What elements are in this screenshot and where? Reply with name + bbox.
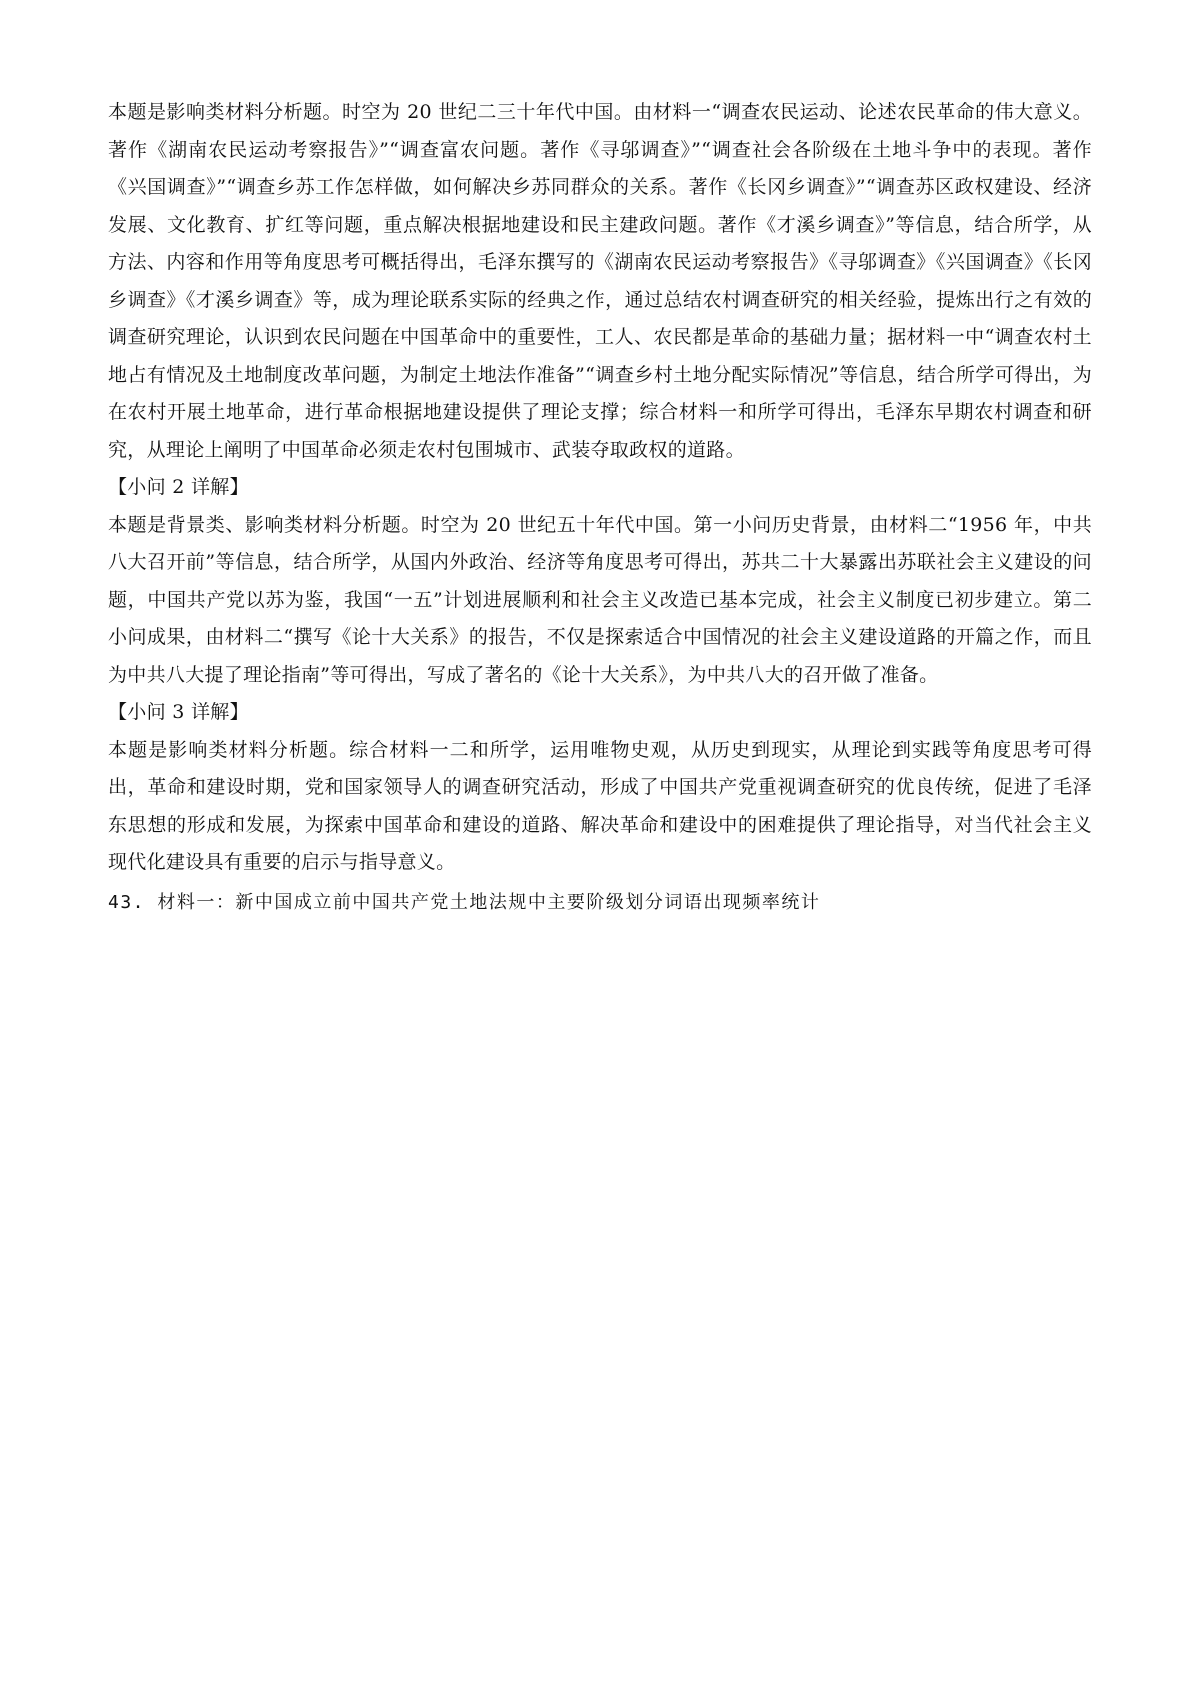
answer-paragraph-3: 本题是影响类材料分析题。综合材料一二和所学，运用唯物史观，从历史到现实，从理论到实践等角度思考可得出，革命和建设时期，党和国家领导人的调查研究活动，形成了中国共产党重视调查研究的优良传统，促进了毛泽东思想的形成和发展，为探索中国革命和建设的道路、解决革命和建设中的困难提供了理论指导，对当代社会主义现代化建设具有重要的启示与指导意义。 <box>108 738 1092 873</box>
answer-paragraph-1: 本题是影响类材料分析题。时空为 20 世纪二三十年代中国。由材料一“调查农民运动、论述农民革命的伟大意义。著作《湖南农民运动考察报告》”“调查富农问题。著作《寻邬调查》”“调查社会各阶级在土地斗争中的表现。著作《兴国调查》”“调查乡苏工作怎样做，如何解决乡苏同群众的关系。著作《长冈乡调查》”“调查苏区政权建设、经济发展、文化教育、扩红等问题，重点解决根据地建设和民主建政问题。著作《才溪乡调查》”等信息，结合所学，从方法、内容和作用等角度思考可概括得出，毛泽东撰写的《湖南农民运动考察报告》《寻邬调查》《兴国调查》《长冈乡调查》《才溪乡调查》等，成为理论联系实际的经典之作，通过总结农村调查研究的相关经验，提炼出行之有效的调查研究理论，认识到农民问题在中国革命中的重要性，工人、农民都是革命的基础力量；据材料一中“调查农村土地占有情况及土地制度改革问题，为制定土地法作准备”“调查乡村土地分配实际情况”等信息，结合所学可得出，为在农村开展土地革命，进行革命根据地建设提供了理论支撑；综合材料一和所学可得出，毛泽东早期农村调查和研究，从理论上阐明了中国革命必须走农村包围城市、武装夺取政权的道路。 <box>108 101 1092 461</box>
answer-paragraph-2: 本题是背景类、影响类材料分析题。时空为 20 世纪五十年代中国。第一小问历史背景，由材料二“1956 年，中共八大召开前”等信息，结合所学，从国内外政治、经济等角度思考可得出，苏共二十大暴露出苏联社会主义建设的问题，中国共产党以苏为鉴，我国“一五”计划进展顺利和社会主义改造已基本完成，社会主义制度已初步建立。第二小问成果，由材料二“撰写《论十大关系》的报告，不仅是探索适合中国情况的社会主义建设道路的开篇之作，而且为中共八大提了理论指南”等可得出，写成了著名的《论十大关系》，为中共八大的召开做了准备。 <box>108 513 1092 686</box>
document-body <box>108 94 1092 921</box>
sub-question-3-heading: 【小问 3 详解】 <box>108 701 249 723</box>
sub-question-2-heading: 【小问 2 详解】 <box>108 476 249 498</box>
question-43-title: 43. 材料一：新中国成立前中国共产党土地法规中主要阶级划分词语出现频率统计 <box>108 891 821 913</box>
